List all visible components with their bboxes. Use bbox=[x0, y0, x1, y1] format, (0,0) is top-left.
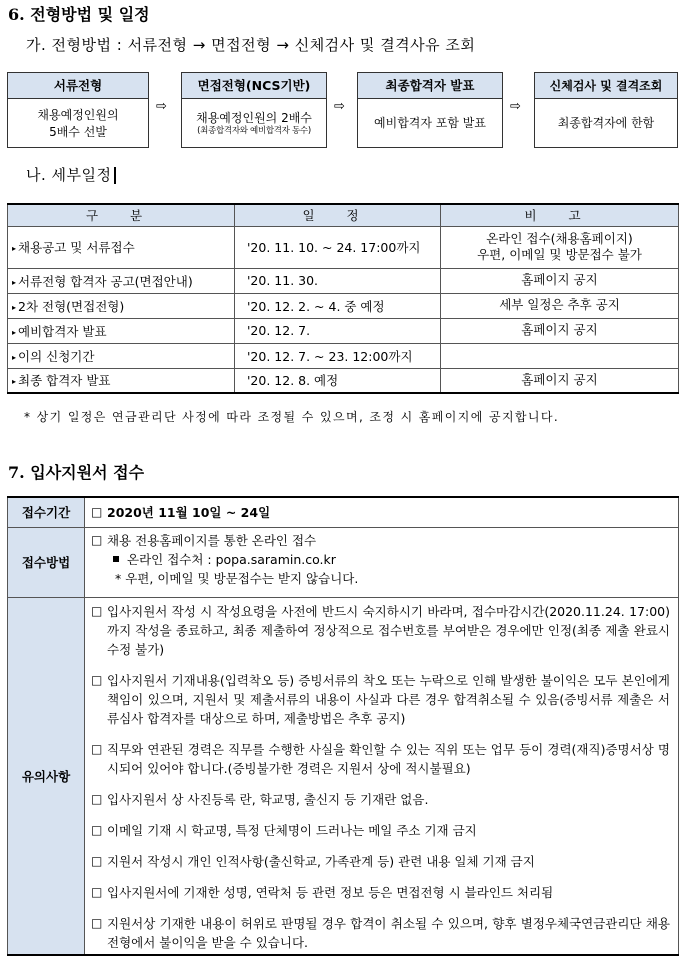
application-table bbox=[7, 496, 679, 956]
checkbox-glyph-icon: □ bbox=[91, 853, 103, 868]
row-note: 홈페이지 공지 bbox=[441, 268, 679, 293]
flow-arrow-icon: ⇨ bbox=[156, 99, 167, 114]
row-note: 홈페이지 공지 bbox=[441, 318, 679, 343]
notice-item: □ 지원서 작성시 개인 인적사항(출신학교, 가족관계 등) 관련 내용 일체 기재 금지 bbox=[91, 853, 535, 869]
table-row bbox=[8, 343, 679, 368]
method-cell bbox=[85, 527, 679, 597]
flow-step-line: 최종합격자에 한함 bbox=[557, 116, 655, 131]
row-note: 온라인 접수(채용홈페이지) 우편, 이메일 및 방문접수 불가 bbox=[441, 226, 679, 268]
method-line-2: 온라인 접수처 : popa.saramin.co.kr bbox=[127, 551, 336, 567]
schedule-footnote: * 상기 일정은 연금관리단 사정에 따라 조정될 수 있으며, 조정 시 홈페이지에 공지합니다. bbox=[24, 410, 560, 424]
notice-item: □ 직무와 연관된 경력은 직무를 수행한 사실을 확인할 수 있는 직위 또는 업무 등이 경력(재직)증명서상 명시되어 있어야 합니다.(증빙불가한 경력은 지원서 상에 적시불필요) bbox=[91, 741, 670, 776]
checkbox-glyph-icon: □ bbox=[91, 791, 103, 806]
schedule-subtitle bbox=[26, 164, 116, 185]
row-label: ▸ 이의 신청기간 bbox=[8, 343, 235, 368]
row-date: '20. 11. 30. bbox=[235, 268, 441, 293]
period-label: 접수기간 bbox=[8, 497, 85, 527]
table-row bbox=[8, 368, 679, 393]
row-date: '20. 12. 2. ~ 4. 중 예정 bbox=[235, 293, 441, 318]
period-row bbox=[8, 497, 679, 527]
period-value-cell bbox=[85, 497, 679, 527]
notice-row bbox=[8, 597, 679, 955]
checkbox-glyph-icon: □ bbox=[91, 741, 103, 756]
triangle-bullet-icon: ▸ bbox=[12, 327, 17, 337]
col-header-note: 비 고 bbox=[441, 204, 679, 226]
flow-step-line: 5배수 선발 bbox=[49, 124, 107, 139]
notice-label: 유의사항 bbox=[8, 597, 85, 955]
period-value: 2020년 11월 10일 ~ 24일 bbox=[107, 504, 271, 520]
row-date: '20. 12. 7. bbox=[235, 318, 441, 343]
triangle-bullet-icon: ▸ bbox=[12, 377, 17, 387]
schedule-subtitle-text: 나. 세부일정 bbox=[26, 166, 112, 184]
flow-step-line: 채용예정인원의 2배수 bbox=[196, 110, 312, 125]
square-bullet-icon bbox=[113, 556, 119, 562]
flow-step-head: 신체검사 및 결격조회 bbox=[535, 73, 677, 99]
row-label: ▸ 예비합격자 발표 bbox=[8, 318, 235, 343]
flow-step-head: 서류전형 bbox=[8, 73, 148, 99]
notice-item: □ 입사지원서 기재내용(입력착오 등) 증빙서류의 착오 또는 누락으로 인해 발생한 불이익은 모두 본인에게 책임이 있으며, 지원서 및 제출서류의 내용이 사실과 다른 경우 합격취소될 수 있음(증빙서류 제출은 서류심사 합격자를 대상으로 하며, 제출방법은 추후 공지) bbox=[91, 672, 670, 726]
table-row bbox=[8, 318, 679, 343]
flow-step-document bbox=[7, 72, 149, 148]
row-note: 홈페이지 공지 bbox=[441, 368, 679, 393]
row-date: '20. 12. 8. 예정 bbox=[235, 368, 441, 393]
triangle-bullet-icon: ▸ bbox=[12, 302, 17, 312]
row-date: '20. 12. 7. ~ 23. 12:00까지 bbox=[235, 343, 441, 368]
triangle-bullet-icon: ▸ bbox=[12, 352, 17, 362]
col-header-date: 일 정 bbox=[235, 204, 441, 226]
triangle-bullet-icon: ▸ bbox=[12, 277, 17, 287]
flow-step-small-note: (최종합격자와 예비합격자 동수) bbox=[197, 125, 311, 136]
notice-item: □ 입사지원서 상 사진등록 란, 학교명, 출신지 등 기재란 없음. bbox=[91, 791, 429, 807]
checkbox-glyph-icon: □ bbox=[91, 532, 103, 547]
checkbox-glyph-icon: □ bbox=[91, 603, 103, 618]
method-subtitle: 가. 전형방법 : 서류전형 → 면접전형 → 신체검사 및 결격사유 조회 bbox=[26, 36, 476, 54]
checkbox-glyph-icon: □ bbox=[91, 504, 103, 519]
flow-step-head: 면접전형(NCS기반) bbox=[182, 73, 326, 99]
flow-step-line: 예비합격자 포함 발표 bbox=[374, 116, 486, 131]
method-label: 접수방법 bbox=[8, 527, 85, 597]
notice-item: □ 입사지원서에 기재한 성명, 연락처 등 관련 정보 등은 면접전형 시 블라인드 처리됨 bbox=[91, 884, 554, 900]
row-label: ▸ 채용공고 및 서류접수 bbox=[8, 226, 235, 268]
flow-step-physical-check bbox=[534, 72, 678, 148]
section-7-title: 7. 입사지원서 접수 bbox=[8, 463, 145, 482]
flow-arrow-icon: ⇨ bbox=[334, 99, 345, 114]
flow-step-line: 채용예정인원의 bbox=[37, 108, 119, 123]
checkbox-glyph-icon: □ bbox=[91, 884, 103, 899]
flow-step-final-announce bbox=[357, 72, 503, 148]
flow-step-interview bbox=[181, 72, 327, 148]
row-label: ▸ 최종 합격자 발표 bbox=[8, 368, 235, 393]
row-label: ▸ 2차 전형(면접전형) bbox=[8, 293, 235, 318]
section-6-title: 6. 전형방법 및 일정 bbox=[8, 5, 150, 24]
checkbox-glyph-icon: □ bbox=[91, 672, 103, 687]
notice-item: □ 입사지원서 작성 시 작성요령을 사전에 반드시 숙지하시기 바라며, 접수마감시간(2020.11.24. 17:00)까지 작성을 종료하고, 최종 제출하여 정상적으로 접수번호를 부여받은 경우에만 인정(최종 제출 완료시 수정 불가) bbox=[91, 603, 670, 657]
table-row bbox=[8, 293, 679, 318]
col-header-category: 구 분 bbox=[8, 204, 235, 226]
flow-step-head: 최종합격자 발표 bbox=[358, 73, 502, 99]
schedule-table bbox=[7, 203, 679, 394]
notice-item: □ 지원서상 기재한 내용이 허위로 판명될 경우 합격이 취소될 수 있으며, 향후 별정우체국연금관리단 채용전형에서 불이익을 받을 수 있습니다. bbox=[91, 915, 670, 950]
method-line-1: 채용 전용홈페이지를 통한 온라인 접수 bbox=[107, 532, 317, 548]
method-line-3: * 우편, 이메일 및 방문접수는 받지 않습니다. bbox=[115, 570, 359, 586]
triangle-bullet-icon: ▸ bbox=[12, 244, 17, 253]
checkbox-glyph-icon: □ bbox=[91, 915, 103, 930]
row-note bbox=[441, 343, 679, 368]
row-date: '20. 11. 10. ~ 24. 17:00까지 bbox=[235, 226, 441, 268]
notice-item: □ 이메일 기재 시 학교명, 특정 단체명이 드러나는 메일 주소 기재 금지 bbox=[91, 822, 477, 838]
text-cursor bbox=[114, 167, 116, 184]
row-note: 세부 일정은 추후 공지 bbox=[441, 293, 679, 318]
table-row bbox=[8, 226, 679, 268]
row-label: ▸ 서류전형 합격자 공고(면접안내) bbox=[8, 268, 235, 293]
table-row bbox=[8, 268, 679, 293]
notice-cell bbox=[85, 597, 679, 955]
flow-arrow-icon: ⇨ bbox=[510, 99, 521, 114]
checkbox-glyph-icon: □ bbox=[91, 822, 103, 837]
method-row bbox=[8, 527, 679, 597]
schedule-header-row bbox=[8, 204, 679, 226]
